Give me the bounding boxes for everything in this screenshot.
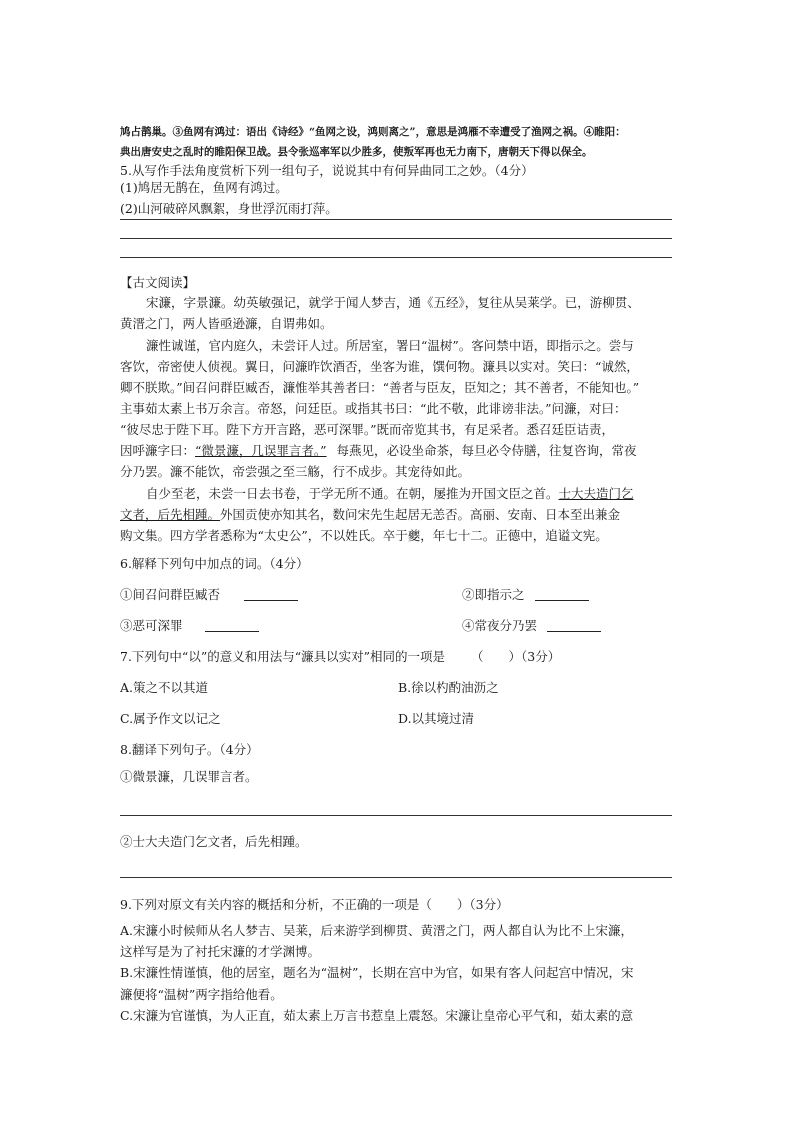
question-8-stem: 8.翻译下列句子。（4分）	[120, 742, 259, 757]
question-7-stem	[120, 647, 560, 665]
question-6-item	[462, 616, 601, 634]
question-5-stem: 5.从写作手法角度赏析下列一组句子，说说其中有何异曲同工之妙。（4分）	[120, 163, 534, 178]
passage-line	[146, 488, 634, 501]
passage-line: 濂性诚谨，官内庭久，未尝讦人过。所居室，署曰“温树”。客问禁中语，即指示之。尝与	[146, 338, 634, 353]
passage-text: 因呼濂字曰：	[120, 443, 196, 458]
question-6-item-text: ③恶可深罪	[120, 618, 183, 633]
option-c[interactable]: C.属予作文以记之	[120, 711, 221, 726]
answer-paren[interactable]: （ ）（3分）	[471, 649, 561, 664]
question-5-item-1: (1)鸠居无鹊在，鱼网有鸿过。	[120, 180, 288, 195]
passage-line: “彼尽忠于陛下耳。陛下方开言路，恶可深罪。”既而帝览其书，有足采者。悉召廷臣诘责，	[120, 422, 615, 437]
question-6-item-text: ④常夜分乃罢	[462, 618, 538, 633]
passage-line: 卿不朕欺。”间召问群臣臧否，濂惟举其善者曰：“善者与臣友，臣知之；其不善者，不能知也。”	[120, 380, 640, 395]
answer-blank[interactable]	[547, 621, 601, 632]
answer-line[interactable]	[120, 238, 672, 239]
question-6-item-text: ①间召问群臣臧否	[120, 587, 221, 602]
passage-line: 购文集。四方学者悉称为“太史公”，不以姓氏。卒于夔，年七十二。正德中，追谥文宪。	[120, 528, 608, 543]
passage-line: 客饮，帝密使人侦视。翼日，问濂昨饮酒否，坐客为谁，馔何物。濂具以实对。笑曰：“诚然，	[120, 359, 639, 374]
option-b-line: B.宋濂性情谨慎，他的居室，题名为“温树”，长期在宫中为官，如果有客人问起宫中情况，宋	[120, 965, 634, 980]
passage-line: 分乃罢。濂不能饮，帝尝强之至三觞，行不成步。其宠待如此。	[120, 464, 471, 479]
passage-text: 自少至老，未尝一日去书卷，于学无所不通。在朝，屡推为开国文臣之首。	[146, 486, 559, 501]
section-title: 【古文阅读】	[120, 275, 196, 290]
underlined-sentence: 文者，后先相踵。	[120, 507, 221, 522]
question-6-item	[120, 585, 298, 603]
question-6-item	[462, 585, 589, 603]
passage-line	[120, 445, 637, 458]
passage-line	[120, 509, 620, 522]
answer-line[interactable]	[120, 257, 672, 258]
question-8-sentence-2: ②士大夫造门乞文者，后先相踵。	[120, 834, 308, 849]
answer-line[interactable]	[120, 219, 672, 220]
question-6-item-text: ②即指示之	[462, 587, 525, 602]
answer-blank[interactable]	[205, 621, 259, 632]
option-d[interactable]: D.以其境过清	[398, 711, 475, 726]
question-8-sentence-1: ①微景濂，几误罪言者。	[120, 769, 258, 784]
note-line-2: 典出唐安史之乱时的睢阳保卫战。县令张巡率军以少胜多，使叛军再也无力南下，唐朝天下得以保全。	[120, 146, 593, 158]
underlined-sentence: “微景濂，几误罪言者。”	[195, 443, 327, 458]
option-b-line: 濂便将“温树”两字指给他看。	[120, 987, 283, 1002]
answer-line[interactable]	[120, 815, 672, 816]
underlined-sentence: 士大夫造门乞	[558, 486, 634, 501]
note-line-1: 鸠占鹊巢。③鱼网有鸿过：语出《诗经》“鱼网之设，鸿则离之”，意思是鸿雁不幸遭受了渔网之祸。④睢阳：	[120, 126, 626, 138]
option-c-line: C.宋濂为官谨慎，为人正直，茹太素上万言书惹皇上震怒。宋濂让皇帝心平气和，茹太素的意	[120, 1008, 634, 1023]
passage-text: 每燕见，必设坐命茶，每旦必令侍膳，往复咨询，常夜	[336, 443, 637, 458]
question-6-stem: 6.解释下列句中加点的词。（4分）	[120, 556, 309, 571]
option-b[interactable]: B.徐以杓酌油沥之	[398, 680, 499, 695]
option-a[interactable]: A.策之不以其道	[120, 680, 209, 695]
passage-line: 主事茹太素上书万余言。帝怒，问廷臣。或指其书曰：“此不敬，此诽谤非法。”问濂，对曰：	[120, 401, 627, 416]
option-a-line: A.宋濂小时候师从名人梦吉、吴莱，后来游学到柳贯、黄溍之门，两人都自认为比不上宋濂，	[120, 923, 634, 938]
option-a-line: 这样写是为了衬托宋濂的才学渊博。	[120, 944, 321, 959]
answer-line[interactable]	[120, 877, 672, 878]
answer-blank[interactable]	[244, 590, 298, 601]
question-9-stem: 9.下列对原文有关内容的概括和分析，不正确的一项是（ ）（3分）	[120, 897, 509, 912]
answer-blank[interactable]	[535, 590, 589, 601]
question-6-item	[120, 616, 259, 634]
passage-line: 黄溍之门，两人皆亟逊濂，自谓弗如。	[120, 316, 333, 331]
question-7-text: 7.下列句中“以”的意义和用法与“濂具以实对”相同的一项是	[120, 649, 445, 664]
passage-text: 外国贡使亦知其名，数问宋先生起居无恙否。高丽、安南、日本至出兼金	[220, 507, 621, 522]
passage-line: 宋濂，字景濂。幼英敏强记，就学于闻人梦吉，通《五经》，复往从吴莱学。已，游柳贯、	[146, 295, 640, 310]
question-5-item-2: (2)山河破碎风飘絮，身世浮沉雨打萍。	[120, 201, 338, 216]
